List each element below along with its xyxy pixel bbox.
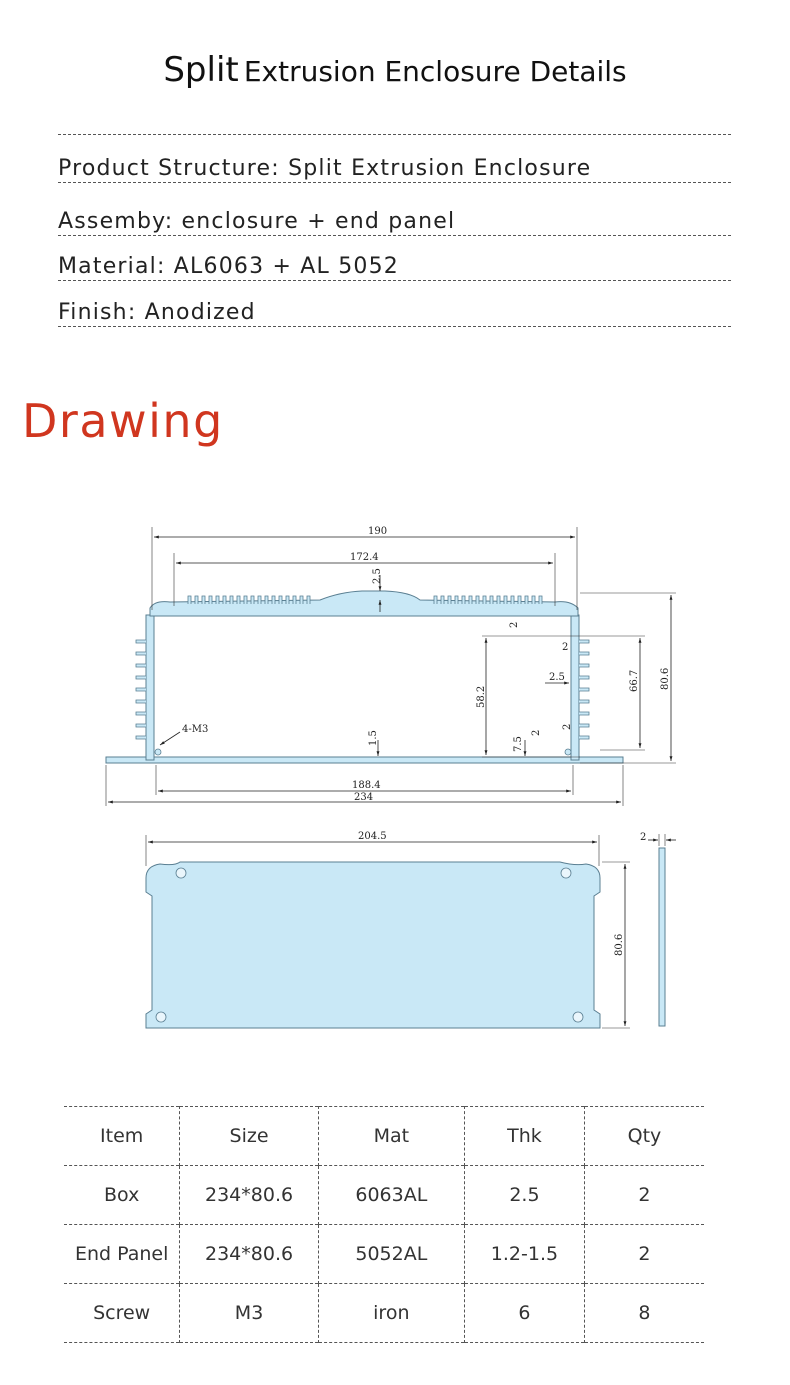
table-cell: M3 (180, 1284, 318, 1343)
table-cell: 234*80.6 (180, 1225, 318, 1284)
spec-top-divider (58, 134, 731, 135)
table-cell: iron (318, 1284, 464, 1343)
dim-hole-label: 4-M3 (182, 724, 209, 735)
spec-value: Split Extrusion Enclosure (288, 156, 592, 181)
table-cell: 1.2-1.5 (464, 1225, 584, 1284)
dim-overall-width: 190 (368, 526, 388, 537)
table-cell: 2 (584, 1166, 704, 1225)
table-cell: 2.5 (464, 1166, 584, 1225)
dim-wall: 2 (562, 642, 569, 653)
dim-top-thickness: 2.5 (372, 568, 383, 584)
dim-overall-height: 80.6 (660, 667, 671, 690)
spec-label: Material: (58, 254, 166, 279)
table-header: Mat (318, 1107, 464, 1166)
dim-rail-inner: 2 (562, 723, 573, 730)
spec-row-material (58, 254, 731, 281)
table-header: Item (100, 1125, 144, 1147)
dim-inner-height: 58.2 (476, 685, 487, 708)
page-title (0, 50, 790, 90)
spec-row-structure (58, 156, 731, 183)
technical-drawing (0, 490, 790, 1054)
spec-row-assembly (58, 209, 731, 236)
table-cell: End Panel (74, 1243, 169, 1265)
spec-label: Product Structure: (58, 156, 280, 181)
dim-base-width: 234 (354, 792, 374, 803)
dim-inner-width: 172.4 (350, 552, 379, 563)
dim-base-thickness: 1.5 (368, 730, 379, 746)
table-cell: 5052AL (318, 1225, 464, 1284)
table-cell: 2 (584, 1225, 704, 1284)
dim-panel-height: 80.6 (614, 933, 625, 956)
table-cell: 6 (464, 1284, 584, 1343)
table-cell: Box (104, 1184, 140, 1206)
spec-label: Assemby: (58, 209, 174, 234)
table-header: Qty (584, 1107, 704, 1166)
title-first-word: Split (163, 50, 239, 90)
table-header: Size (180, 1107, 318, 1166)
spec-list (58, 134, 731, 325)
spec-value: AL6063 + AL 5052 (173, 254, 399, 279)
table-row (64, 1225, 704, 1284)
dim-side-height: 66.7 (629, 669, 640, 692)
parts-table (64, 1106, 704, 1343)
dim-panel-thickness: 2 (640, 832, 647, 843)
table-cell: 8 (584, 1284, 704, 1343)
title-rest: Extrusion Enclosure Details (243, 55, 627, 88)
enclosure-profile (106, 591, 623, 763)
dim-rail-height: 7.5 (513, 736, 524, 752)
spec-value: Anodized (144, 300, 256, 325)
table-header: Thk (464, 1107, 584, 1166)
spec-label: Finish: (58, 300, 137, 325)
table-row (64, 1284, 704, 1343)
dim-rail-gap: 2 (531, 729, 542, 736)
dim-panel-width: 204.5 (358, 831, 387, 842)
table-cell: 234*80.6 (180, 1166, 318, 1225)
dim-side-thickness: 2.5 (549, 672, 565, 683)
spec-value: enclosure + end panel (181, 209, 456, 234)
section-heading-drawing: Drawing (22, 394, 224, 448)
table-header-row (64, 1107, 704, 1166)
end-panel (146, 848, 665, 1028)
dim-fin-gap: 2 (509, 621, 520, 628)
table-row (64, 1166, 704, 1225)
spec-row-finish (58, 300, 731, 327)
table-cell: Screw (93, 1302, 151, 1324)
table-cell: 6063AL (318, 1166, 464, 1225)
dim-base-inner: 188.4 (352, 780, 381, 791)
